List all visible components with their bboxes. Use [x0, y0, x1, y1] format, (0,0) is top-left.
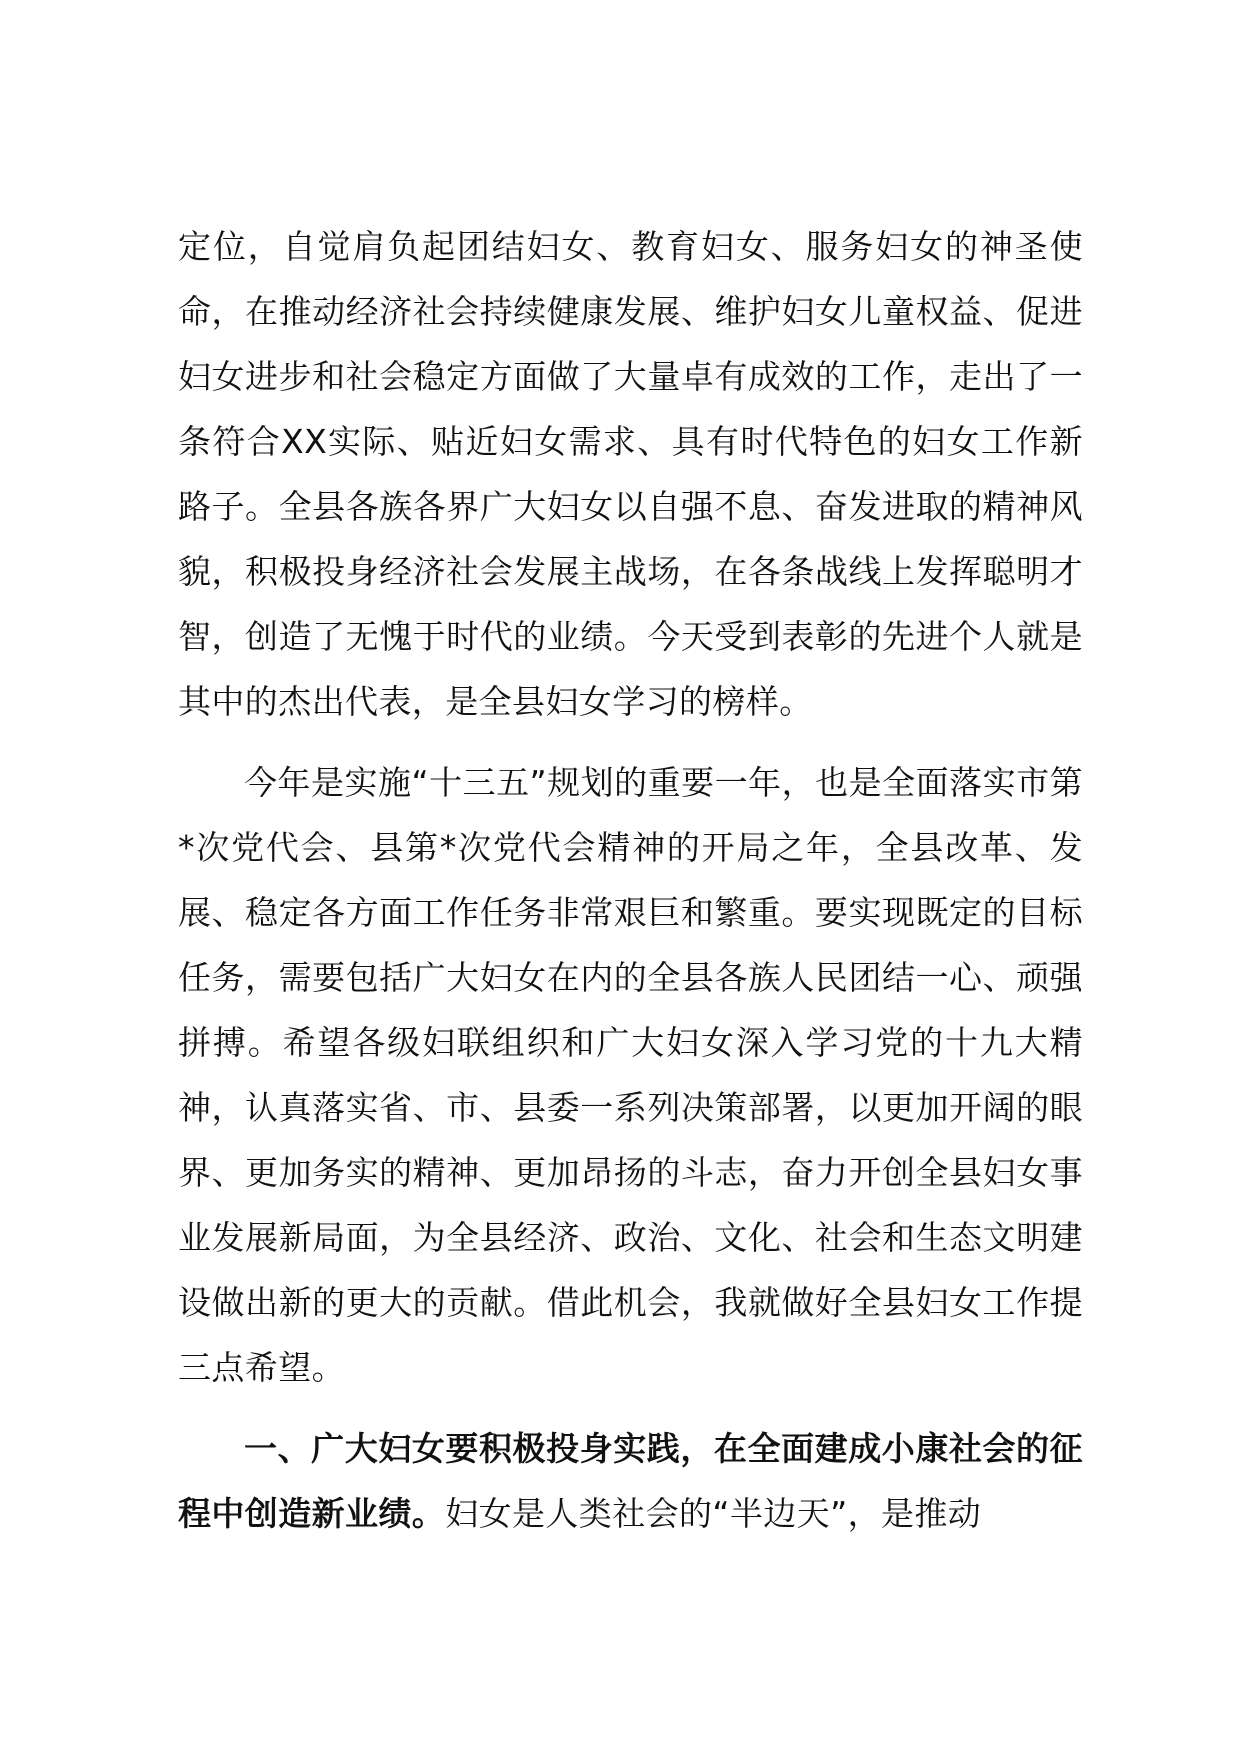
- paragraph-1: 定位，自觉肩负起团结妇女、教育妇女、服务妇女的神圣使命，在推动经济社会持续健康发展、维护妇女儿童权益、促进妇女进步和社会稳定方面做了大量卓有成效的工作，走出了一条符合XX实际、贴近妇女需求、具有时代特色的妇女工作新路子。全县各族各界广大妇女以自强不息、奋发进取的精神风貌，积极投身经济社会发展主战场，在各条战线上发挥聪明才智，创造了无愧于时代的业绩。今天受到表彰的先进个人就是其中的杰出代表，是全县妇女学习的榜样。: [178, 227, 1083, 721]
- paragraph-2: 今年是实施“十三五”规划的重要一年，也是全面落实市第*次党代会、县第*次党代会精神的开局之年，全县改革、发展、稳定各方面工作任务非常艰巨和繁重。要实现既定的目标任务，需要包括广大妇女在内的全县各族人民团结一心、顽强拼搏。希望各级妇联组织和广大妇女深入学习党的十九大精神，认真落实省、市、县委一系列决策部署，以更加开阔的眼界、更加务实的精神、更加昂扬的斗志，奋力开创全县妇女事业发展新局面，为全县经济、政治、文化、社会和生态文明建设做出新的更大的贡献。借此机会，我就做好全县妇女工作提三点希望。: [178, 763, 1083, 1387]
- document-body: [178, 214, 1083, 1546]
- section-heading-1: 一、广大妇女要积极投身实践，在全面建成小康社会的征程中创造新业绩。: [178, 1429, 1083, 1533]
- paragraph-3: [178, 1416, 1083, 1546]
- paragraph-3-text: 妇女是人类社会的“半边天”，是推动: [445, 1494, 982, 1533]
